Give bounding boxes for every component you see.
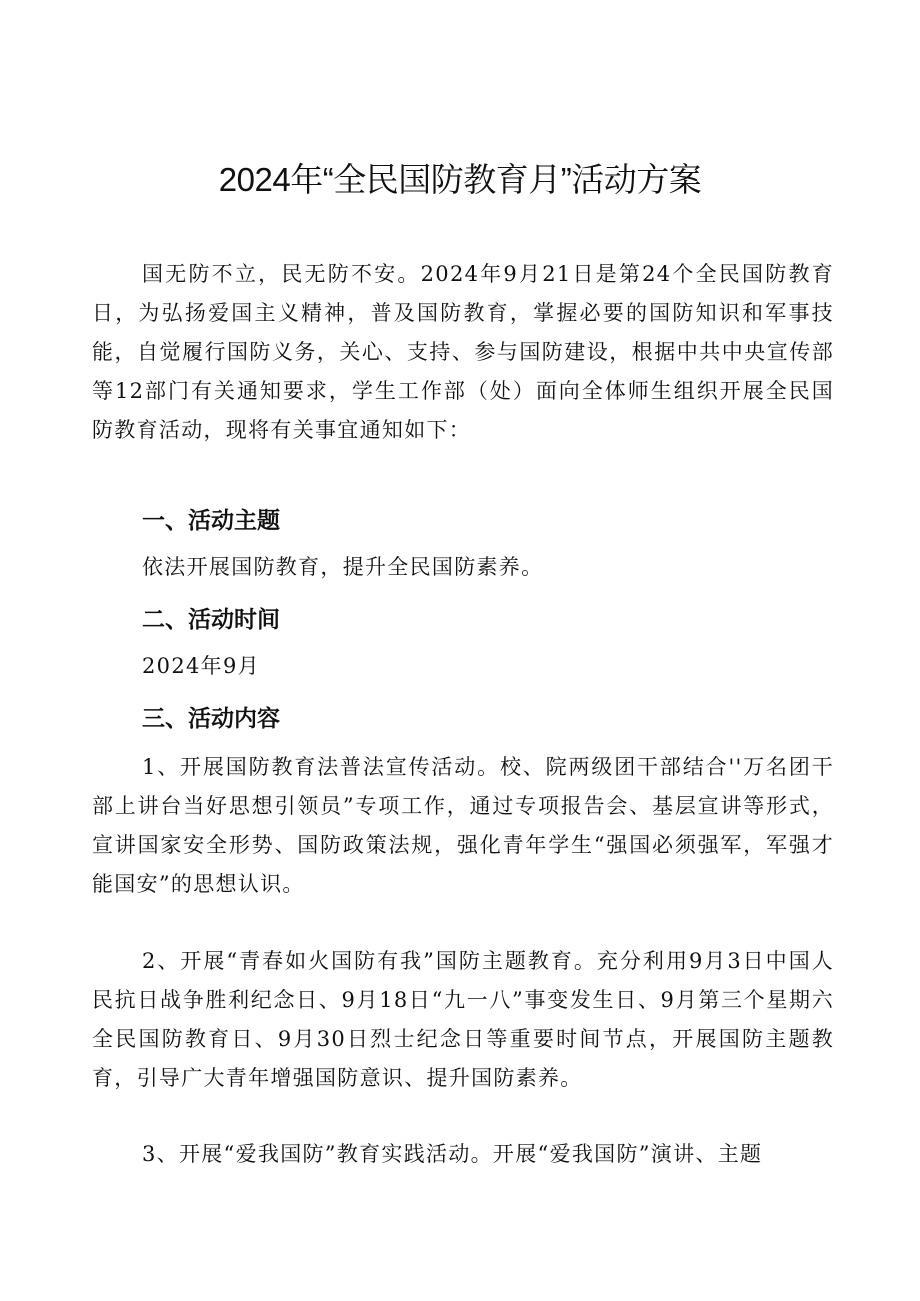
section-heading-time: 二、活动时间: [142, 606, 280, 632]
section-text-theme: 依法开展国防教育，提升全民国防素养。: [142, 555, 544, 579]
section-text-time: 2024年9月: [142, 654, 260, 678]
document-title: 2024年“全民国防教育月”活动方案: [218, 161, 702, 198]
section-heading-content: 三、活动内容: [142, 705, 280, 731]
content-item-3: 3、开展“爱我国防”教育实践活动。开展“爱我国防”演讲、主题: [142, 1142, 763, 1166]
content-item-1: 1、开展国防教育法普法宣传活动。校、院两级团干部结合''万名团干部上讲台当好思想引领员”专项工作，通过专项报告会、基层宣讲等形式，宣讲国家安全形势、国防政策法规，强化青年学生“强国必须强军，军强才能国安”的思想认识。: [92, 755, 834, 896]
intro-paragraph: 国无防不立，民无防不安。2024年9月21日是第24个全民国防教育日，为弘扬爱国主义精神，普及国防教育，掌握必要的国防知识和军事技能，自觉履行国防义务，关心、支持、参与国防建设，根据中共中央宣传部等12部门有关通知要求，学生工作部（处）面向全体师生组织开展全民国防教育活动，现将有关事宜通知如下：: [92, 262, 834, 442]
section-heading-theme: 一、活动主题: [142, 507, 280, 533]
content-item-2: 2、开展“青春如火国防有我”国防主题教育。充分利用9月3日中国人民抗日战争胜利纪念日、9月18日“九一八”事变发生日、9月第三个星期六全民国防教育日、9月30日烈士纪念日等重要时间节点，开展国防主题教育，引导广大青年增强国防意识、提升国防素养。: [92, 949, 834, 1090]
